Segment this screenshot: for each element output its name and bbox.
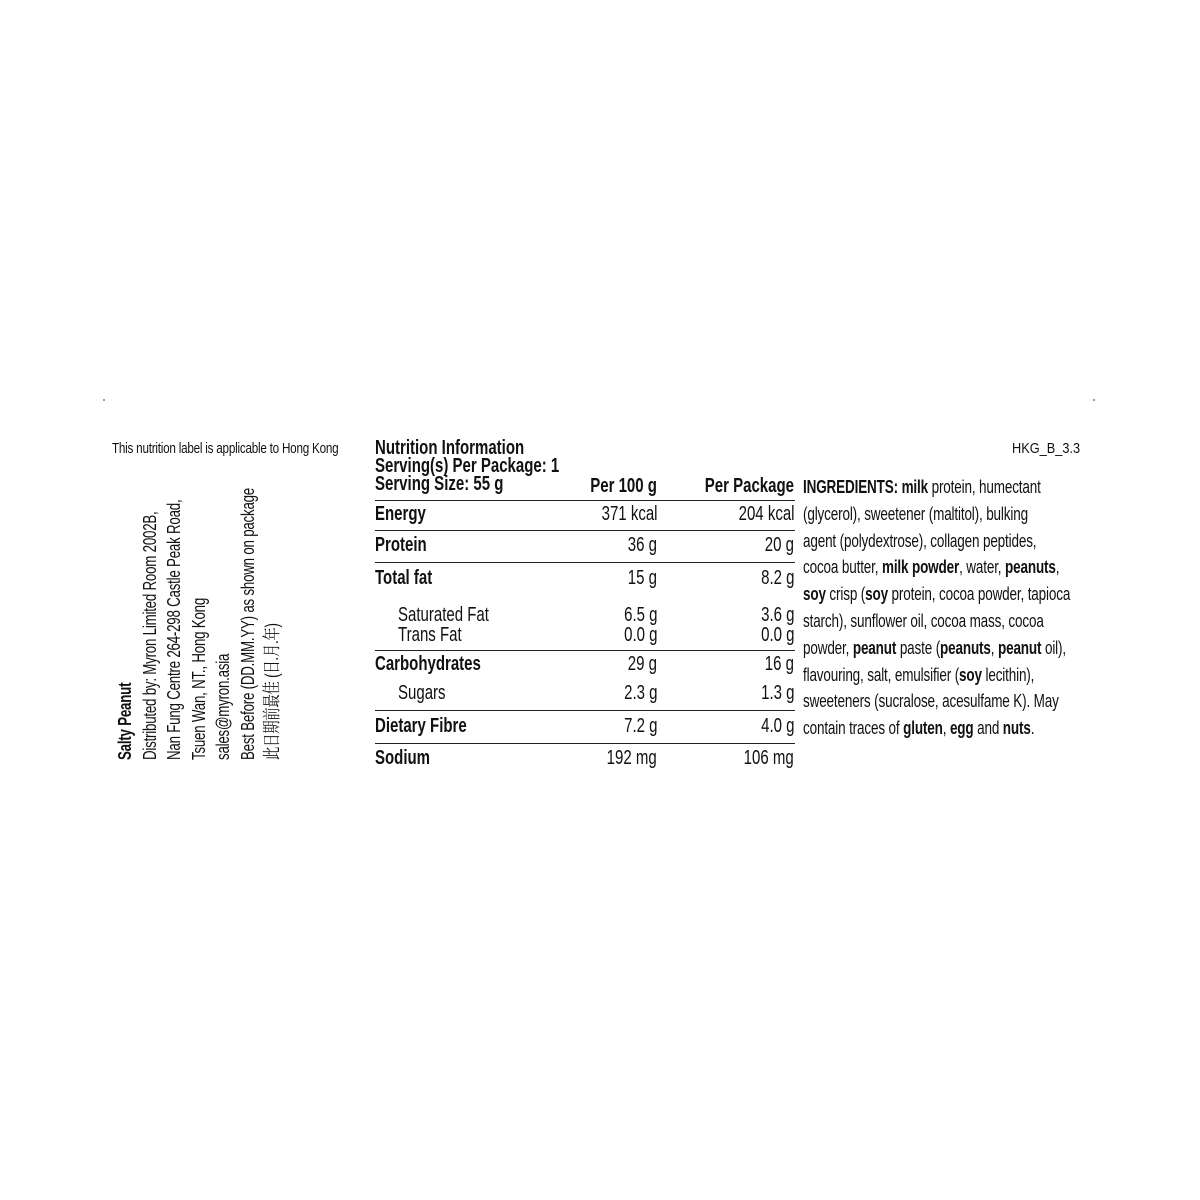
distributor-block [113, 460, 285, 760]
label-code: HKG_B_3.3 [1012, 440, 1081, 457]
row-label: Total fat [375, 567, 433, 589]
ingredients-text: oil), [1044, 637, 1066, 658]
ingredients-line [803, 554, 1060, 581]
row-per-package: 20 g [764, 534, 794, 556]
distributor-line-3: Tsuen Wan, NT., Hong Kong [188, 597, 209, 760]
rule-fibre [375, 743, 795, 744]
ingredients-text: . [1030, 718, 1035, 739]
col-per-100g: Per 100 g [590, 475, 657, 497]
servings-per-package: Serving(s) Per Package: 1 [375, 455, 560, 477]
rule-header [375, 500, 795, 501]
ingredients-line [803, 608, 1044, 635]
row-per-100g: 192 mg [606, 747, 657, 769]
rule-carbs [375, 710, 795, 711]
ingredients-block [803, 474, 1083, 742]
ingredients-line [803, 501, 1028, 528]
ingredients-line [803, 474, 1041, 501]
col-per-package: Per Package [704, 475, 794, 497]
ingredients-text: powder, [803, 637, 850, 658]
allergen-soy: soy [803, 584, 826, 605]
ingredients-text: contain traces of [803, 718, 900, 739]
ingredients-text: agent (polydextrose), collagen peptides, [803, 530, 1037, 551]
row-per-100g: 36 g [627, 534, 657, 556]
allergen-peanuts: peanuts [1005, 557, 1056, 578]
allergen-peanut: peanut [852, 637, 897, 658]
product-name: Salty Peanut [115, 682, 135, 760]
row-per-100g: 7.2 g [623, 715, 657, 737]
distributor-email: sales@myron.asia [213, 653, 233, 760]
ingredients-line [803, 581, 1071, 608]
allergen-nuts: nuts [1002, 718, 1031, 739]
allergen-soy: soy [865, 584, 888, 605]
row-label: Sodium [375, 747, 431, 769]
ingredients-text: paste ( [899, 637, 941, 658]
row-per-package: 106 mg [743, 747, 794, 769]
allergen-milk-powder: milk powder [881, 557, 960, 578]
ingredients-text: flavouring, salt, emulsifier ( [803, 664, 960, 685]
ingredients-line [803, 688, 1059, 715]
ingredients-text: and [977, 718, 1000, 739]
nutrition-title: Nutrition Information [375, 437, 525, 459]
corner-mark-left [103, 399, 105, 401]
ingredients-line [803, 662, 1035, 689]
applicability-note: This nutrition label is applicable to Hong Kong [112, 440, 339, 457]
row-per-100g: 6.5 g [623, 604, 657, 626]
rule-fats [375, 650, 795, 651]
row-per-package: 16 g [764, 653, 794, 675]
row-per-package: 3.6 g [760, 604, 794, 626]
serving-size: Serving Size: 55 g [375, 473, 504, 495]
ingredients-line [803, 528, 1037, 555]
allergen-peanuts: peanuts [940, 637, 991, 658]
ingredients-text: crisp ( [829, 584, 866, 605]
row-per-100g: 15 g [627, 567, 657, 589]
ingredients-text: starch), sunflower oil, cocoa mass, cocoa [803, 610, 1044, 631]
allergen-egg: egg [949, 718, 974, 739]
ingredients-line [803, 635, 1066, 662]
distributor-line-2: Nan Fung Centre 264-298 Castle Peak Road, [164, 499, 184, 760]
ingredients-text: , [990, 637, 995, 658]
row-label: Dietary Fibre [375, 715, 467, 737]
row-per-100g: 29 g [627, 653, 657, 675]
allergen-soy: soy [959, 664, 982, 685]
row-label: Protein [375, 534, 427, 556]
ingredients-text: sweeteners (sucralose, acesulfame K). May [803, 691, 1059, 712]
row-per-100g: 2.3 g [623, 682, 657, 704]
corner-mark-right [1093, 399, 1095, 401]
row-per-package: 8.2 g [760, 567, 794, 589]
ingredients-line [803, 715, 1035, 742]
row-label: Energy [375, 503, 426, 525]
best-before-chinese: 此日期前最佳 (日.月.年) [262, 623, 282, 760]
ingredients-text: cocoa butter, [803, 557, 879, 578]
rule-protein [375, 562, 795, 563]
ingredients-text: , water, [959, 557, 1002, 578]
row-label: Trans Fat [398, 624, 462, 646]
ingredients-text: , [1055, 557, 1060, 578]
row-per-package: 204 kcal [738, 503, 794, 525]
ingredients-text: protein, cocoa powder, tapioca [891, 584, 1071, 605]
row-label: Sugars [398, 682, 446, 704]
rule-energy [375, 530, 795, 531]
allergen-milk: milk [901, 477, 928, 497]
row-label: Saturated Fat [398, 604, 489, 626]
ingredients-heading: INGREDIENTS: [803, 477, 898, 497]
row-label: Carbohydrates [375, 653, 481, 675]
ingredients-text: protein, humectant [931, 477, 1041, 497]
distributor-line-1: Distributed by: Myron Limited Room 2002B, [139, 511, 160, 760]
ingredients-text: lecithin), [985, 664, 1035, 685]
row-per-package: 0.0 g [760, 624, 794, 646]
ingredients-text: , [942, 718, 947, 739]
best-before: Best Before (DD.MM.YY) as shown on package [237, 487, 258, 760]
row-per-package: 4.0 g [760, 715, 794, 737]
row-per-100g: 371 kcal [601, 503, 657, 525]
allergen-peanut: peanut [997, 637, 1042, 658]
allergen-gluten: gluten [903, 718, 943, 739]
row-per-100g: 0.0 g [623, 624, 657, 646]
ingredients-text: (glycerol), sweetener (maltitol), bulking [803, 503, 1028, 524]
row-per-package: 1.3 g [760, 682, 794, 704]
